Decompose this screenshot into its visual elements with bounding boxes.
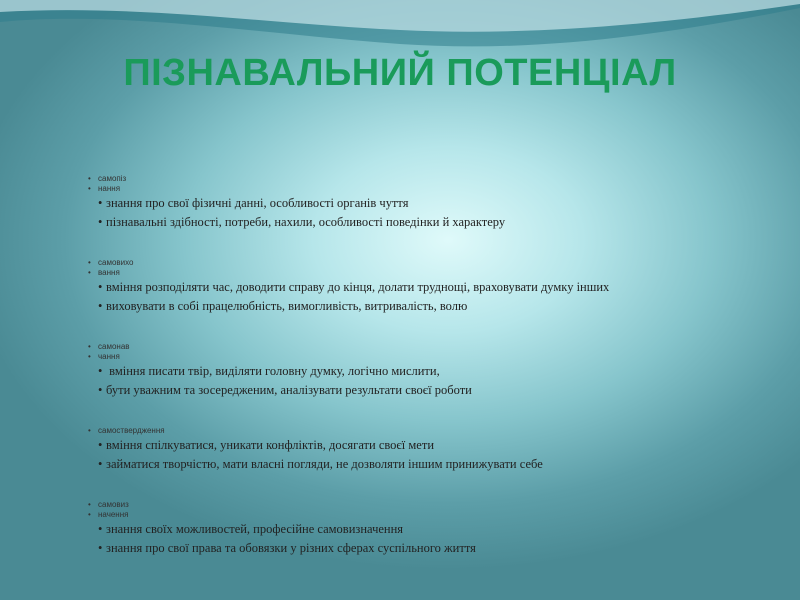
section-label-line: • нання bbox=[88, 184, 121, 193]
section-self-knowledge bbox=[88, 174, 768, 232]
list-item: • виховувати в собі працелюбність, вимогливість, витривалість, волю bbox=[98, 299, 468, 313]
section-self-learning bbox=[88, 342, 768, 400]
list-item: • займатися творчістю, мати власні погляди, не дозволяти іншим принижувати себе bbox=[98, 457, 543, 471]
section-label-line: • самоствердження bbox=[88, 426, 165, 435]
list-item: • знання про свої права та обовязки у різних сферах суспільного життя bbox=[98, 541, 476, 555]
list-item: • вміння писати твір, виділяти головну думку, логічно мислити, bbox=[98, 364, 440, 378]
list-item: • вміння розподіляти час, доводити справу до кінця, долати труднощі, враховувати думку інших bbox=[98, 280, 610, 294]
slide-title: ПІЗНАВАЛЬНИЙ ПОТЕНЦІАЛ bbox=[123, 52, 677, 94]
list-item: • знання своїх можливостей, професійне самовизначення bbox=[98, 522, 404, 536]
section-label-line: • самопіз bbox=[88, 174, 127, 183]
section-label-line: • самонав bbox=[88, 342, 130, 351]
list-item: • бути уважним та зосередженим, аналізувати результати своєї роботи bbox=[98, 383, 472, 397]
section-self-affirmation bbox=[88, 426, 768, 474]
content-list bbox=[88, 174, 768, 558]
list-item: • вміння спілкуватися, уникати конфліктів, досягати своєї мети bbox=[98, 438, 435, 452]
list-item: • знання про свої фізичні данні, особливості органів чуття bbox=[98, 196, 409, 210]
section-label-line: • самовихо bbox=[88, 258, 134, 267]
section-label-line: • начення bbox=[88, 510, 129, 519]
section-label-line: • чання bbox=[88, 352, 120, 361]
section-label-line: • вання bbox=[88, 268, 120, 277]
list-item: • пізнавальні здібності, потреби, нахили, особливості поведінки й характеру bbox=[98, 215, 506, 229]
section-self-determination bbox=[88, 500, 768, 558]
section-self-education bbox=[88, 258, 768, 316]
section-label-line: • самовиз bbox=[88, 500, 129, 509]
